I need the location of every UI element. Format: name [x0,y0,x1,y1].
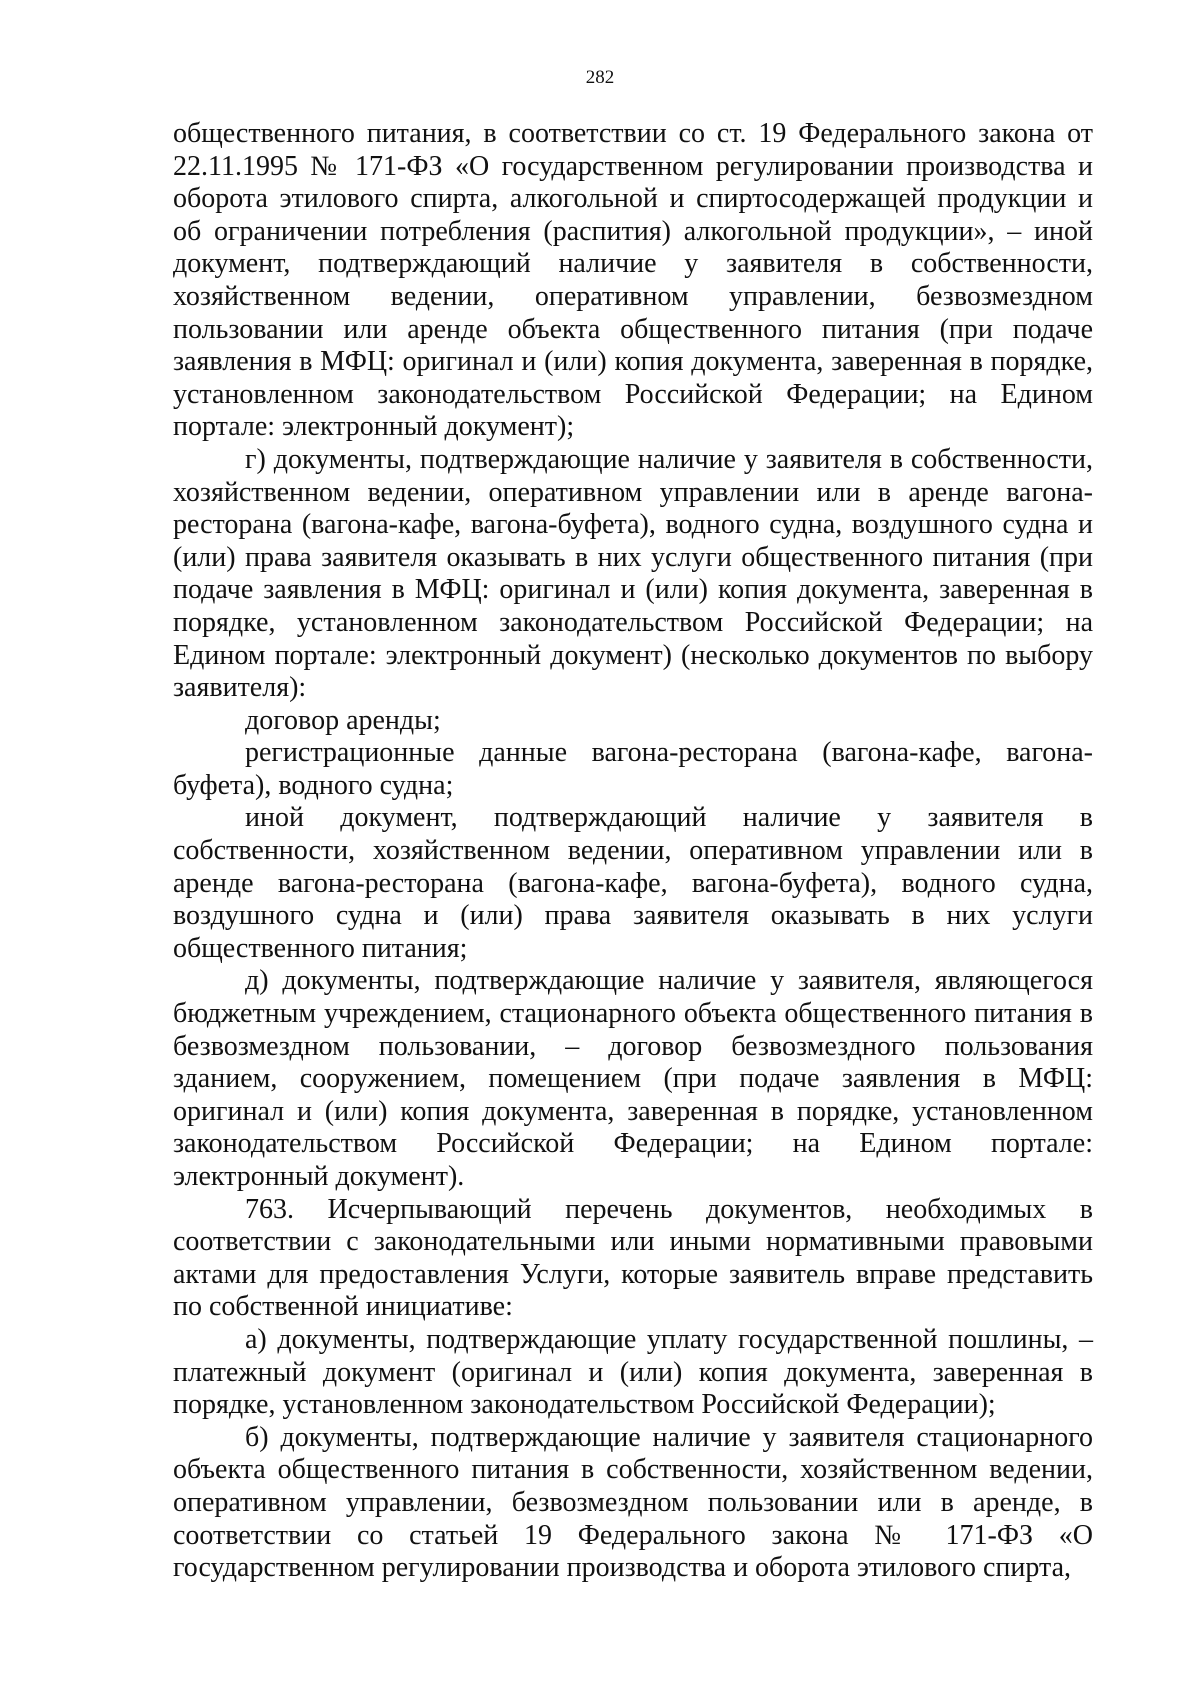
paragraph-763: 763. Исчерпывающий перечень документов, необходимых в соответствии с законодательными или иными нормативными правовыми актами для предоставления Услуги, которые заявитель вправе представить по собственной инициативе: [173,1193,1093,1323]
paragraph-item-b: б) документы, подтверждающие наличие у заявителя стационарного объекта общественного питания в собственности, хозяйственном ведении, оперативном управлении, безвозмездном пользовании или в аренде, в соответствии со статьей 19 Федерального закона № 171-ФЗ «О государственном регулировании производства и оборота этилового спирта, [173,1421,1093,1584]
paragraph-lease-agreement: договор аренды; [245,704,441,736]
document-body [173,118,1093,1585]
paragraph-other-document: иной документ, подтверждающий наличие у заявителя в собственности, хозяйственном ведении, оперативном управлении или в аренде вагона-ресторана (вагона-кафе, вагона-буфета), водного судна, воздушного судна и (или) права заявителя оказывать в них услуги общественного питания; [173,802,1093,964]
paragraph-item-a: а) документы, подтверждающие уплату государственной пошлины, – платежный документ (оригинал и (или) копия документа, заверенная в порядке, установленном законодательством Российской Федерации); [173,1323,1093,1421]
paragraph-item-g: г) документы, подтверждающие наличие у заявителя в собственности, хозяйственном ведении, оперативном управлении или в аренде вагона-ресторана (вагона-кафе, вагона-буфета), водного судна, воздушного судна и (или) права заявителя оказывать в них услуги общественного питания (при подаче заявления в МФЦ: оригинал и (или) копия документа, заверенная в порядке, установленном законодательством Российской Федерации; на Едином портале: электронный документ) (несколько документов по выбору заявителя): [173,443,1093,704]
paragraph-item-d: д) документы, подтверждающие наличие у заявителя, являющегося бюджетным учреждением, стационарного объекта общественного питания в безвозмездном пользовании, – договор безвозмездного пользования зданием, сооружением, помещением (при подаче заявления в МФЦ: оригинал и (или) копия документа, заверенная в порядке, установленном законодательством Российской Федерации; на Едином портале: электронный документ). [173,965,1093,1192]
paragraph-registration-data: регистрационные данные вагона-ресторана (вагона-кафе, вагона-буфета), водного судна; [173,737,1093,801]
paragraph-continuation: общественного питания, в соответствии со ст. 19 Федерального закона от 22.11.1995 № 171-ФЗ «О государственном регулировании производства и оборота этилового спирта, алкогольной и спиртосодержащей продукции и об ограничении потребления (распития) алкогольной продукции», – иной документ, подтверждающий наличие у заявителя в собственности, хозяйственном ведении, оперативном управлении, безвозмездном пользовании или аренде объекта общественного питания (при подаче заявления в МФЦ: оригинал и (или) копия документа, заверенная в порядке, установленном законодательством Российской Федерации; на Едином портале: электронный документ); [173,118,1093,443]
page-number: 282 [585,67,615,88]
